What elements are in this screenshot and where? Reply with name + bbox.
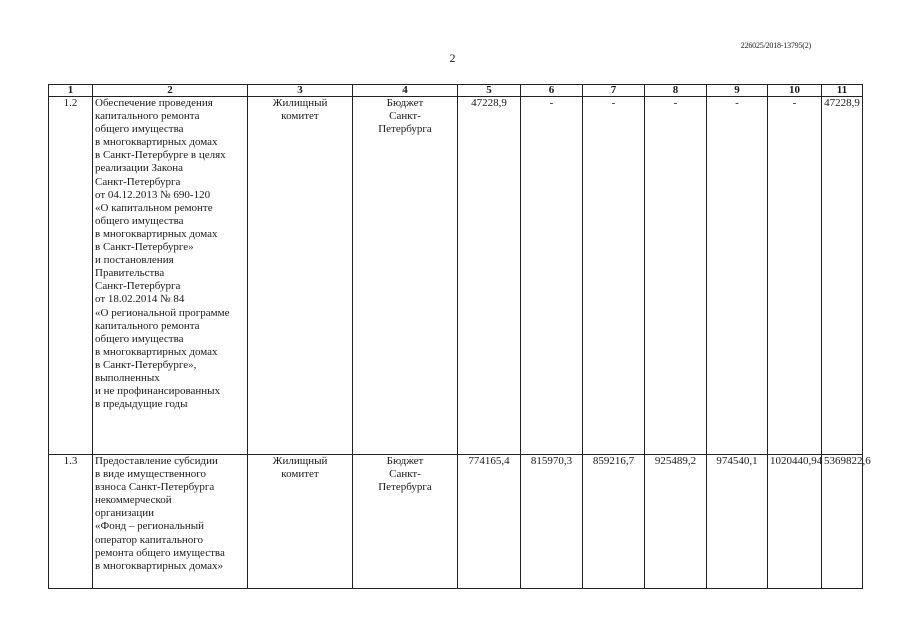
row-value-col10: 1020440,94: [768, 455, 822, 589]
column-header: 4: [353, 85, 458, 97]
column-header: 2: [93, 85, 248, 97]
row-description: Предоставление субсидии в виде имущественного взноса Санкт-Петербурга некоммерческой организации «Фонд – региональный оператор капитального ремонта общего имущества в многоквартирных домах»: [93, 455, 248, 589]
header-row: [49, 85, 863, 97]
column-header: 5: [458, 85, 521, 97]
row-number: 1.2: [49, 97, 93, 455]
row-description: Обеспечение проведения капитального ремонта общего имущества в многоквартирных домах в Санкт-Петербурге в целях реализации Закона Санкт-Петербурга от 04.12.2013 № 690-120 «О капитальном ремонте общего имущества в многоквартирных домах в Санкт-Петербурге» и постановления Правительства Санкт-Петербурга от 18.02.2014 № 84 «О региональной программе капитального ремонта общего имущества в многоквартирных домах в Санкт-Петербурге», выполненных и не профинансированных в предыдущие годы: [93, 97, 248, 455]
row-value-col5: 47228,9: [458, 97, 521, 455]
row-value-col8: -: [645, 97, 707, 455]
column-header: 3: [248, 85, 353, 97]
row-value-col9: 974540,1: [707, 455, 768, 589]
row-value-col10: -: [768, 97, 822, 455]
table-row: [49, 455, 863, 589]
column-header: 8: [645, 85, 707, 97]
row-value-col11: 47228,9: [822, 97, 863, 455]
column-header: 11: [822, 85, 863, 97]
row-value-col7: -: [583, 97, 645, 455]
column-header: 10: [768, 85, 822, 97]
column-header: 9: [707, 85, 768, 97]
row-number: 1.3: [49, 455, 93, 589]
row-executor: Жилищный комитет: [248, 97, 353, 455]
row-funding-source: Бюджет Санкт- Петербурга: [353, 455, 458, 589]
column-header: 6: [521, 85, 583, 97]
row-value-col11: 5369822,6: [822, 455, 863, 589]
document-id: 226025/2018-13795(2): [740, 41, 811, 50]
row-value-col6: -: [521, 97, 583, 455]
row-value-col6: 815970,3: [521, 455, 583, 589]
row-funding-source: Бюджет Санкт- Петербурга: [353, 97, 458, 455]
column-header: 1: [49, 85, 93, 97]
table-row: [49, 97, 863, 455]
row-value-col8: 925489,2: [645, 455, 707, 589]
page-number: 2: [449, 51, 456, 65]
row-value-col9: -: [707, 97, 768, 455]
row-value-col7: 859216,7: [583, 455, 645, 589]
row-value-col5: 774165,4: [458, 455, 521, 589]
row-executor: Жилищный комитет: [248, 455, 353, 589]
budget-table: [48, 84, 871, 589]
column-header: 7: [583, 85, 645, 97]
